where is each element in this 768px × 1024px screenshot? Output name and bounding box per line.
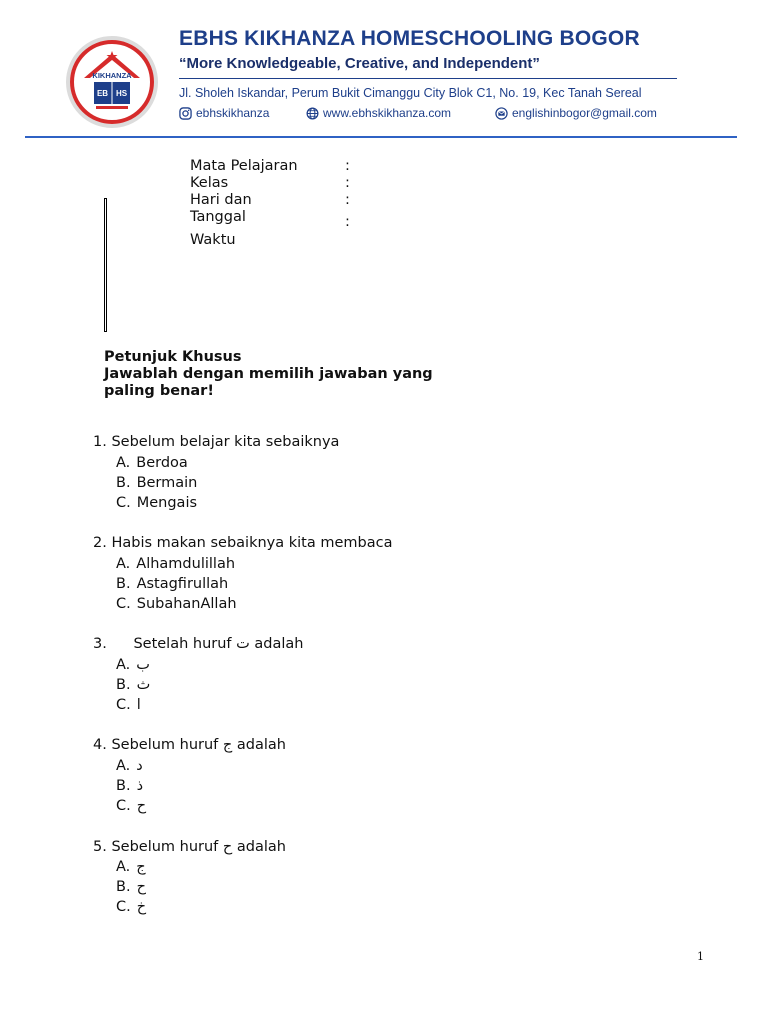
option-1a[interactable] <box>116 455 188 471</box>
question-text: Sebelum huruf ج adalah <box>111 737 286 753</box>
question-number: 3. <box>93 636 107 652</box>
question-3 <box>93 636 304 652</box>
option-letter: A. <box>116 455 131 471</box>
option-letter: B. <box>116 576 131 592</box>
label-tanggal: Tanggal <box>190 209 246 225</box>
email-contact[interactable] <box>495 106 657 120</box>
logo-left-text: EB <box>96 89 109 98</box>
question-text: Habis makan sebaiknya kita membaca <box>111 535 393 551</box>
logo-top-text: KIKHANZA <box>92 71 132 80</box>
option-letter: A. <box>116 556 131 572</box>
email-icon <box>495 107 508 120</box>
option-letter: A. <box>116 758 131 774</box>
globe-icon <box>306 107 319 120</box>
question-number: 1. <box>93 434 107 450</box>
option-text: Berdoa <box>136 455 188 471</box>
label-mata-pelajaran: Mata Pelajaran <box>190 158 298 174</box>
colon: : <box>345 158 350 174</box>
option-letter: B. <box>116 778 131 794</box>
school-name: EBHS KIKHANZA HOMESCHOOLING BOGOR <box>179 27 640 50</box>
logo-right-text: HS <box>115 89 128 98</box>
option-letter: C. <box>116 899 131 915</box>
option-text: Astagfirullah <box>136 576 229 592</box>
question-1 <box>93 434 339 450</box>
option-letter: A. <box>116 859 131 875</box>
option-4a[interactable] <box>116 758 143 774</box>
question-text: Sebelum belajar kita sebaiknya <box>111 434 340 450</box>
option-2b[interactable] <box>116 576 228 592</box>
instructions-title: Petunjuk Khusus <box>104 349 242 365</box>
option-5c[interactable] <box>116 899 146 915</box>
label-waktu: Waktu <box>190 232 236 245</box>
option-letter: C. <box>116 697 131 713</box>
website-contact[interactable] <box>306 106 451 120</box>
colon: : <box>345 175 350 191</box>
option-1c[interactable] <box>116 495 197 511</box>
option-1b[interactable] <box>116 475 197 491</box>
question-2 <box>93 535 392 551</box>
option-text: ح <box>136 798 147 814</box>
option-2c[interactable] <box>116 596 237 612</box>
option-text: SubahanAllah <box>136 596 237 612</box>
option-text: ب <box>136 657 150 673</box>
option-2a[interactable] <box>116 556 235 572</box>
instagram-contact[interactable] <box>179 106 269 120</box>
option-letter: B. <box>116 677 131 693</box>
colon: : <box>345 214 350 230</box>
option-3a[interactable] <box>116 657 150 673</box>
contact-bar <box>179 106 689 124</box>
option-3c[interactable] <box>116 697 141 713</box>
instructions-line-2: paling benar! <box>104 383 214 399</box>
option-letter: C. <box>116 798 131 814</box>
question-4 <box>93 737 286 753</box>
option-text: ح <box>136 879 146 895</box>
instagram-icon <box>179 107 192 120</box>
question-text: Setelah huruf ت adalah <box>133 636 304 652</box>
question-text: Sebelum huruf ح adalah <box>111 839 286 855</box>
option-letter: C. <box>116 495 131 511</box>
option-3b[interactable] <box>116 677 150 693</box>
school-motto: “More Knowledgeable, Creative, and Independent” <box>179 55 540 72</box>
option-text: Alhamdulillah <box>136 556 236 572</box>
option-4b[interactable] <box>116 778 143 794</box>
option-text: د <box>136 758 143 774</box>
page-number: 1 <box>697 950 704 963</box>
option-4c[interactable] <box>116 798 146 814</box>
question-number: 2. <box>93 535 107 551</box>
option-5b[interactable] <box>116 879 146 895</box>
option-text: ث <box>136 677 151 693</box>
option-text: ذ <box>136 778 144 794</box>
question-number: 5. <box>93 839 107 855</box>
instructions <box>104 349 433 400</box>
colon: : <box>345 192 350 208</box>
website-url: www.ebhskikhanza.com <box>323 106 452 120</box>
option-letter: C. <box>116 596 131 612</box>
question-number: 4. <box>93 737 107 753</box>
instructions-line-1: Jawablah dengan memilih jawaban yang <box>104 366 433 382</box>
instagram-handle: ebhskikhanza <box>196 106 270 120</box>
option-letter: B. <box>116 475 131 491</box>
option-text: Mengais <box>136 495 198 511</box>
school-address: Jl. Sholeh Iskandar, Perum Bukit Cimanggu City Blok C1, No. 19, Kec Tanah Sereal <box>179 86 642 100</box>
option-5a[interactable] <box>116 859 146 875</box>
email-address: englishinbogor@gmail.com <box>512 106 657 120</box>
label-kelas: Kelas <box>190 175 229 191</box>
letterhead-divider <box>25 136 737 138</box>
option-text: ا <box>136 697 141 713</box>
school-logo <box>66 36 158 128</box>
option-text: Bermain <box>136 475 198 491</box>
vertical-bar <box>104 198 107 332</box>
house-logo-icon <box>70 40 154 124</box>
option-letter: B. <box>116 879 131 895</box>
option-text: خ <box>136 899 147 915</box>
option-letter: A. <box>116 657 131 673</box>
header-divider <box>179 78 677 79</box>
question-5 <box>93 839 286 855</box>
label-hari-dan: Hari dan <box>190 192 252 208</box>
option-text: ج <box>136 859 146 875</box>
